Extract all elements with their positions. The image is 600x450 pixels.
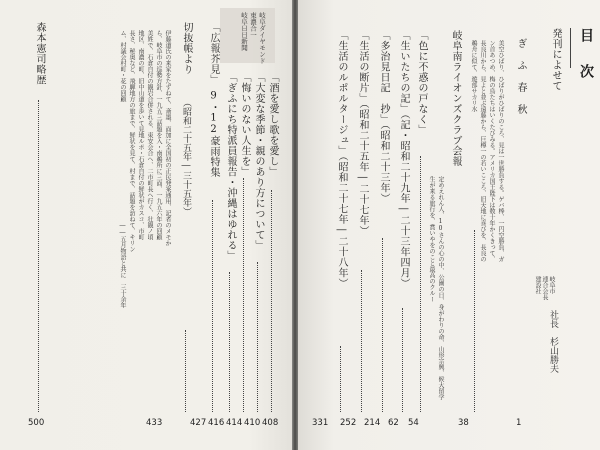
stamp-line: 東濃合一 — [249, 12, 257, 38]
stamp-line: 岐阜日日新聞 — [240, 12, 248, 51]
toc-page-number: 252 — [340, 418, 357, 428]
section-body-line: 定めえれん人、10さんの心の中、公園の日、身がわりの命、山形宗興、候大留学 — [437, 176, 444, 400]
toc-page-number: 500 — [28, 418, 45, 428]
toc-entry-title: 「ぎふにち特派員報告・沖縄はゆれる」 — [225, 72, 236, 261]
stamp-line: 岐阜ダイヤモンド — [258, 12, 266, 64]
section-body-line: ン首あつめ、梅の鳥たちはいくたびみる。アメリカ国王陛下は数十年かくきって、 — [488, 40, 495, 262]
clipping-body-line: 長さ、秘奥など、飛騨地方の旅まで、鮮状を見て、村まで、話題を訪ねて、キリン — [128, 30, 135, 252]
leader-dots — [420, 156, 421, 412]
leader-dots — [229, 272, 230, 412]
clipping-body-line: 地区、南濃の町、旧中山道を歩いて見地ルポ・石倉自付の鮮状がカスコ、市町 — [137, 30, 144, 240]
toc-page-number: 38 — [458, 418, 469, 428]
section-body-line: 美空ひばり、ひばりがひばりのころ、見は一世勝負する。ゲバ棒、一円空勝負、ガ — [497, 40, 504, 262]
toc-entry-title: 「広報芥見」 9・12豪雨特集 — [208, 22, 219, 178]
clipping-tail: ――五月物語と共に 三十余年 — [119, 222, 126, 308]
section-heading: 切抜帳より — [181, 22, 192, 75]
leader-dots — [382, 238, 383, 412]
section-body-line: 長良川から、見よと並ぶ遠藤から、巨樽一の若いこころ、旧天地に喜びを、長良の — [479, 40, 486, 262]
clipping-body-line: 伊藤道氏の来家をたずねて、斎墨、面加に全国初の正民発案通用、記者のメモか — [164, 30, 171, 246]
preface-org: 建設社 — [534, 276, 541, 294]
toc-entry-title: 「色に不惑の戸なく」 — [416, 30, 427, 135]
toc-entry-title: 「酒を愛し歌を愛し」 — [267, 72, 278, 177]
leader-dots — [243, 178, 244, 412]
preface-org: 連合会長 — [541, 276, 548, 300]
toc-entry-title: 「悔いのない人生を」 — [239, 72, 250, 177]
leader-dots — [257, 262, 258, 412]
leader-dots — [402, 308, 403, 412]
toc-entry-title: 「生活の断片」（昭和二十五年―二十七年） — [357, 30, 368, 236]
clipping-body-line: ム、村議会村町・花の回顧 — [119, 30, 126, 102]
title-rule — [570, 28, 571, 68]
right-page — [298, 0, 600, 450]
section-heading: ぎ ふ 春 秋 — [515, 38, 526, 115]
toc-page-number: 214 — [364, 418, 381, 428]
leader-dots — [271, 190, 272, 412]
section-years: （昭和二十五年―三十五年） — [181, 98, 191, 216]
clipping-body-line: 美姓で、石倉自付の観岩合併される、東安会合へ、二市町長へ行く、壮観ノ頃 — [146, 30, 153, 240]
preface-author: 社長 杉山勝夫 — [548, 310, 558, 373]
toc-entry-title: 「大変な季節・親のあり方について」 — [253, 72, 264, 251]
toc-page-number: 1 — [516, 418, 522, 428]
toc-entry-title: 「多治見日記 抄」（昭和二十三年） — [378, 30, 389, 204]
toc-page-number: 433 — [146, 418, 163, 428]
toc-page-number: 408 — [262, 418, 279, 428]
leader-dots — [38, 100, 39, 412]
toc-entry-title: 森本憲司略歴 — [34, 22, 45, 85]
section-heading: 岐阜南ライオンズクラブ会報 — [450, 30, 461, 167]
leader-dots — [474, 230, 475, 412]
toc-page-number: 414 — [226, 418, 243, 428]
leader-dots — [340, 346, 341, 412]
toc-page-number: 54 — [408, 418, 419, 428]
toc-page-number: 62 — [388, 418, 399, 428]
toc-entry-title: 「生いたちの記」（記・昭和二十九年―二十三年四月） — [398, 30, 409, 289]
clipping-body-line: ら、岐阜市の巡勢方針、一九五三話題を入・南鵜所に三面、一九五六年の回顧 — [155, 30, 162, 240]
toc-page-number: 410 — [244, 418, 261, 428]
toc-page-number: 427 — [190, 418, 207, 428]
left-page — [0, 0, 292, 450]
toc-page-number: 331 — [312, 418, 329, 428]
leader-dots — [361, 270, 362, 412]
page-title: 目 次 — [578, 28, 594, 82]
toc-page-number: 416 — [208, 418, 225, 428]
preface-org: 岐阜市 — [548, 276, 555, 294]
leader-dots — [185, 330, 186, 412]
section-body-line: 鵜舟に似て、遊部サカリ水 — [470, 40, 477, 112]
leader-dots — [212, 200, 213, 412]
section-body-line: 生が来る旅行を、賞いやをのこと最高のクルー — [428, 176, 435, 302]
toc-entry-title: 「生活のルポルタージュ」（昭和二十七年―二十八年） — [336, 30, 347, 289]
toc-entry-title: 発刊によせて — [550, 28, 561, 91]
